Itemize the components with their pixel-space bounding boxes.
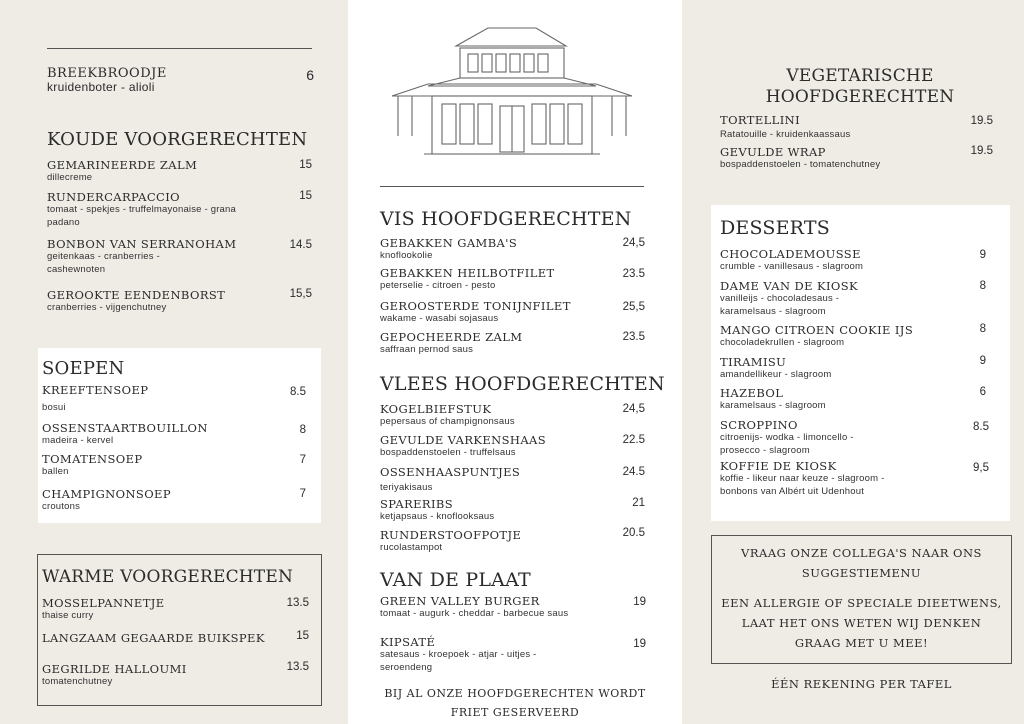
item-desc: tomaat - augurk - cheddar - barbecue saus xyxy=(380,608,569,619)
note-line: LAAT HET ONS WETEN WIJ DENKEN xyxy=(741,616,982,630)
item-price: 15 xyxy=(299,159,312,171)
middle-rule xyxy=(380,186,644,187)
item-name: KOGELBIEFSTUK xyxy=(380,402,492,416)
section-title-vegetarisch xyxy=(710,66,1010,108)
title-line: HOOFDGERECHTEN xyxy=(765,87,955,107)
item-price: 8 xyxy=(979,323,986,335)
item-desc: kruidenboter - alioli xyxy=(47,80,155,94)
item-price: 21 xyxy=(632,497,645,509)
section-title-desserts: DESSERTS xyxy=(720,217,830,239)
item-name: RUNDERCARPACCIO xyxy=(47,190,181,204)
menu-item xyxy=(720,459,920,498)
note-line: SUGGESTIEMENU xyxy=(801,566,922,580)
menu-item xyxy=(720,145,950,172)
item-price: 8 xyxy=(299,424,306,436)
footer-line: FRIET GESERVEERD xyxy=(450,706,580,719)
item-desc: karamelsaus - slagroom xyxy=(720,400,826,411)
item-desc: koffie - likeur naar keuze - slagroom - bonbons van Albért uit Udenhout xyxy=(720,473,885,497)
menu-item xyxy=(380,528,610,555)
rekening-note: ÉÉN REKENING PER TAFEL xyxy=(771,677,952,691)
item-name: KOFFIE DE KIOSK xyxy=(720,459,837,473)
item-price: 25,5 xyxy=(622,301,645,313)
item-desc: citroenijs- wodka - limoncello - prosecco - slagroom xyxy=(720,432,854,456)
middle-footer-note xyxy=(360,684,670,722)
item-name: GEMARINEERDE ZALM xyxy=(47,158,198,172)
item-desc: tomaat - spekjes - truffelmayonaise - grana padano xyxy=(47,204,237,228)
menu-item xyxy=(720,247,950,274)
item-price: 15 xyxy=(299,190,312,202)
item-price: 19.5 xyxy=(970,145,993,157)
item-desc: thaise curry xyxy=(42,610,94,621)
item-price: 23.5 xyxy=(622,331,645,343)
item-name: SPARERIBS xyxy=(380,497,454,511)
menu-item xyxy=(47,288,277,315)
section-title-koude: KOUDE VOORGERECHTEN xyxy=(47,129,308,150)
item-name: LANGZAAM GEGAARDE BUIKSPEK xyxy=(42,631,265,645)
item-desc: ballen xyxy=(42,466,69,477)
item-price: 13.5 xyxy=(286,597,309,609)
note-line: VRAAG ONZE COLLEGA'S NAAR ONS xyxy=(741,546,982,560)
item-name: OSSENHAASPUNTJES xyxy=(380,465,521,479)
menu-item xyxy=(720,279,870,318)
item-name: TOMATENSOEP xyxy=(42,452,143,466)
menu-item xyxy=(47,158,277,185)
allergie-note xyxy=(711,593,1012,653)
item-price: 9 xyxy=(979,355,986,367)
menu-item xyxy=(380,330,610,357)
item-name: GEBAKKEN GAMBA'S xyxy=(380,236,518,250)
item-name: GEBAKKEN HEILBOTFILET xyxy=(380,266,555,280)
item-price: 20.5 xyxy=(622,527,645,539)
menu-item xyxy=(42,662,272,689)
menu-item xyxy=(720,355,950,382)
item-desc: bospaddenstoelen - truffelsaus xyxy=(380,447,516,458)
menu-item xyxy=(380,402,610,429)
item-desc: bosui xyxy=(42,402,66,413)
section-title-vis: VIS HOOFDGERECHTEN xyxy=(380,208,632,230)
suggestiemenu-note xyxy=(711,543,1012,583)
item-price: 23.5 xyxy=(622,268,645,280)
item-desc: saffraan pernod saus xyxy=(380,344,474,355)
menu-item xyxy=(42,487,272,514)
menu-item xyxy=(720,113,950,142)
item-name: GEVULDE VARKENSHAAS xyxy=(380,433,547,447)
item-desc: ketjapsaus - knoflooksaus xyxy=(380,511,495,522)
menu-item xyxy=(720,418,880,457)
section-title-warme: WARME VOORGERECHTEN xyxy=(42,567,294,587)
item-price: 22.5 xyxy=(622,434,645,446)
item-name: SCROPPINO xyxy=(720,418,798,432)
menu-item xyxy=(720,386,950,413)
item-price: 24,5 xyxy=(622,237,645,249)
title-line: VEGETARISCHE xyxy=(786,66,934,86)
section-title-plaat: VAN DE PLAAT xyxy=(380,569,531,591)
item-price: 6 xyxy=(979,386,986,398)
item-desc: teriyakisaus xyxy=(380,482,433,493)
section-title-vlees: VLEES HOOFDGERECHTEN xyxy=(380,373,665,395)
item-desc: madeira - kervel xyxy=(42,435,114,446)
item-name: TORTELLINI xyxy=(720,113,801,127)
footer-line: BIJ AL ONZE HOOFDGERECHTEN WORDT xyxy=(384,687,646,700)
item-price: 8.5 xyxy=(290,386,306,398)
item-name: GEPOCHEERDE ZALM xyxy=(380,330,523,344)
item-price: 8.5 xyxy=(973,421,989,433)
item-name: BREEKBROODJE xyxy=(47,66,167,81)
item-desc: crumble - vanillesaus - slagroom xyxy=(720,261,864,272)
item-desc: rucolastampot xyxy=(380,542,443,553)
menu-item xyxy=(380,594,580,621)
item-desc: geitenkaas - cranberries - cashewnoten xyxy=(47,251,160,275)
section-title-soepen: SOEPEN xyxy=(42,358,125,379)
item-name: MOSSELPANNETJE xyxy=(42,596,165,610)
item-name: TIRAMISU xyxy=(720,355,787,369)
item-name: MANGO CITROEN COOKIE IJS xyxy=(720,323,914,337)
menu-item xyxy=(380,465,610,495)
menu-item xyxy=(380,299,610,326)
item-price: 7 xyxy=(299,488,306,500)
item-desc: chocoladekrullen - slagroom xyxy=(720,337,845,348)
item-desc: Ratatouille - kruidenkaassaus xyxy=(720,129,851,140)
item-name: GEROOKTE EENDENBORST xyxy=(47,288,226,302)
item-name: DAME VAN DE KIOSK xyxy=(720,279,858,293)
item-price: 8 xyxy=(979,280,986,292)
item-name: GREEN VALLEY BURGER xyxy=(380,594,540,608)
item-desc: bospaddenstoelen - tomatenchutney xyxy=(720,159,881,170)
item-name: GEGRILDE HALLOUMI xyxy=(42,662,187,676)
item-price: 6 xyxy=(306,67,314,83)
item-name: GEROOSTERDE TONIJNFILET xyxy=(380,299,571,313)
item-desc: cranberries - vijgenchutney xyxy=(47,302,167,313)
menu-item xyxy=(380,266,610,293)
menu-item xyxy=(380,236,610,263)
item-price: 19 xyxy=(633,638,646,650)
menu-item xyxy=(380,497,610,524)
menu-item-breekbroodje xyxy=(47,66,312,94)
item-desc: pepersaus of champignonsaus xyxy=(380,416,515,427)
item-price: 24,5 xyxy=(622,403,645,415)
menu-item xyxy=(47,190,247,229)
item-name: RUNDERSTOOFPOTJE xyxy=(380,528,522,542)
item-desc: satesaus - kroepoek - atjar - uitjes - seroendeng xyxy=(380,649,537,673)
item-desc: knoflookolie xyxy=(380,250,433,261)
item-name: BONBON VAN SERRANOHAM xyxy=(47,237,237,251)
note-line: GRAAG MET U MEE! xyxy=(794,636,929,650)
item-price: 13.5 xyxy=(286,661,309,673)
item-name: HAZEBOL xyxy=(720,386,784,400)
item-desc: peterselie - citroen - pesto xyxy=(380,280,496,291)
item-desc: amandellikeur - slagroom xyxy=(720,369,832,380)
item-name: KREEFTENSOEP xyxy=(42,383,149,397)
item-price: 14.5 xyxy=(289,239,312,251)
item-desc: wakame - wasabi sojasaus xyxy=(380,313,499,324)
item-name: KIPSATÉ xyxy=(380,635,436,649)
item-price: 7 xyxy=(299,454,306,466)
item-name: CHOCOLADEMOUSSE xyxy=(720,247,861,261)
menu-item xyxy=(42,421,272,448)
top-rule-left xyxy=(47,48,312,49)
menu-item xyxy=(42,631,282,645)
item-name: CHAMPIGNONSOEP xyxy=(42,487,171,501)
kiosk-building-illustration xyxy=(388,24,636,164)
item-name: OSSENSTAARTBOUILLON xyxy=(42,421,208,435)
item-price: 15,5 xyxy=(289,288,312,300)
item-price: 15 xyxy=(296,630,309,642)
item-price: 9 xyxy=(979,249,986,261)
menu-item xyxy=(42,383,272,415)
menu-item xyxy=(380,433,610,460)
menu-item xyxy=(720,323,950,350)
menu-item xyxy=(47,237,237,276)
item-desc: tomatenchutney xyxy=(42,676,113,687)
menu-item xyxy=(380,635,580,674)
item-price: 19 xyxy=(633,596,646,608)
note-line: EEN ALLERGIE OF SPECIALE DIEETWENS, xyxy=(721,596,1002,610)
item-price: 24.5 xyxy=(622,466,645,478)
item-price: 9,5 xyxy=(973,462,989,474)
item-desc: croutons xyxy=(42,501,81,512)
item-name: GEVULDE WRAP xyxy=(720,145,826,159)
item-price: 19.5 xyxy=(970,115,993,127)
item-desc: dillecreme xyxy=(47,172,93,183)
item-desc: vanilleijs - chocoladesaus - karamelsaus - slagroom xyxy=(720,293,840,317)
menu-item xyxy=(42,452,272,479)
menu-item xyxy=(42,596,272,623)
